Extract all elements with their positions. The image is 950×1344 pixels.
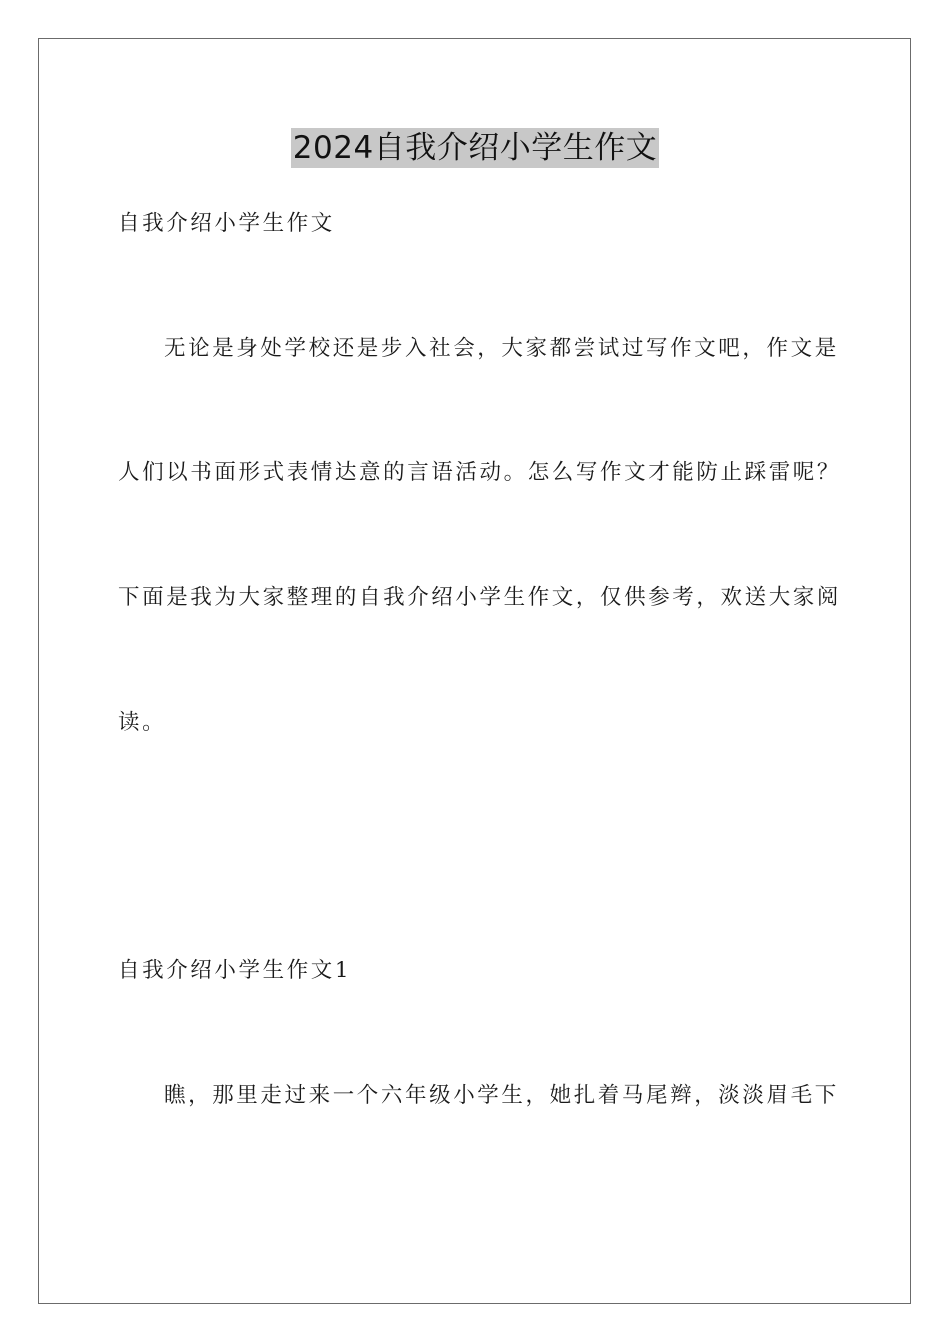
section-line-1: 瞧，那里走过来一个六年级小学生，她扎着马尾辫，淡淡眉毛下 [164, 1083, 839, 1108]
document-subtitle: 自我介绍小学生作文 [118, 211, 335, 236]
section-heading: 自我介绍小学生作文1 [118, 958, 352, 983]
document-title: 2024自我介绍小学生作文 [292, 130, 658, 166]
intro-line-1: 无论是身处学校还是步入社会，大家都尝试过写作文吧，作文是 [164, 336, 839, 361]
intro-line-3: 下面是我为大家整理的自我介绍小学生作文，仅供参考，欢送大家阅 [118, 585, 842, 610]
intro-line-2: 人们以书面形式表情达意的言语活动。怎么写作文才能防止踩雷呢？ [118, 460, 842, 485]
title-container [0, 128, 950, 168]
intro-line-4: 读。 [118, 710, 167, 735]
